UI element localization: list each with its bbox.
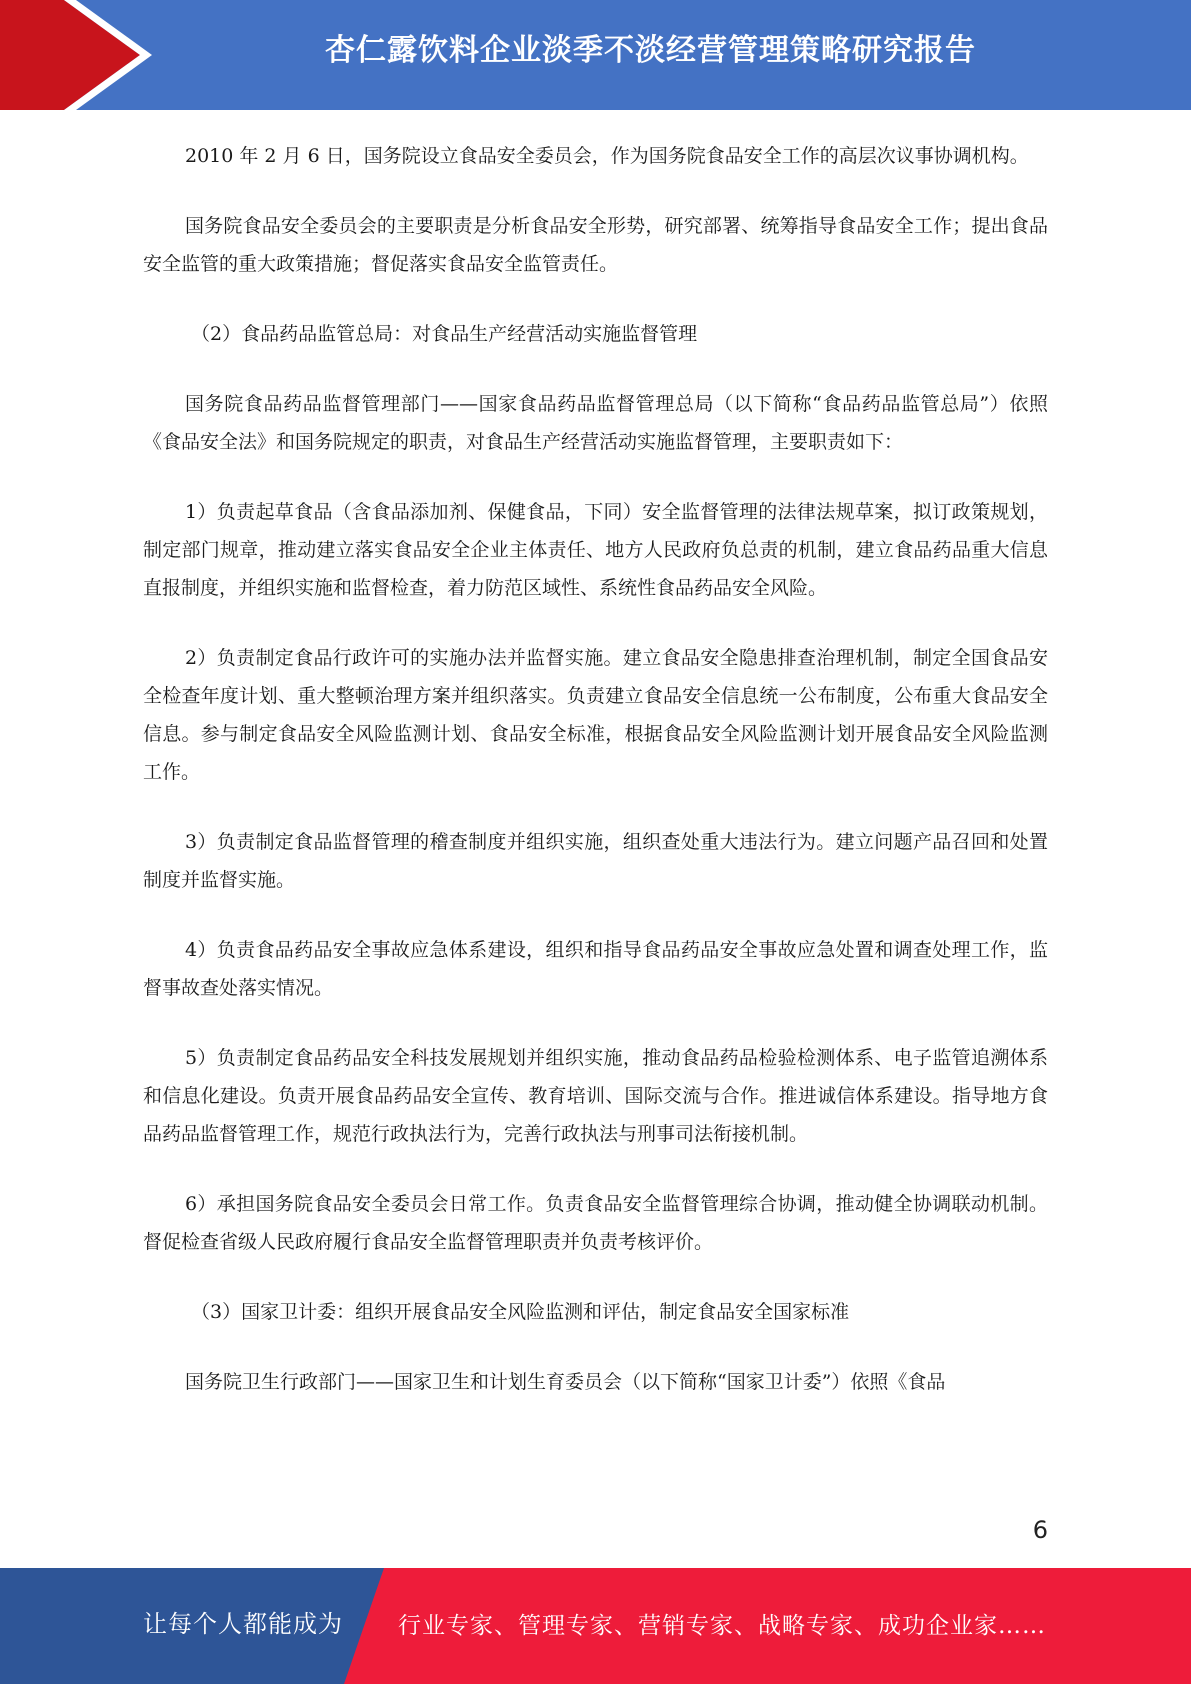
chevron-arrow-icon [0,0,160,110]
page-header [0,0,1191,110]
paragraph: 2010 年 2 月 6 日，国务院设立食品安全委员会，作为国务院食品安全工作的高层次议事协调机构。 [185,145,1029,167]
list-item: 1）负责起草食品（含食品添加剂、保健食品，下同）安全监督管理的法律法规草案，拟订政策规划，制定部门规章，推动建立落实食品安全企业主体责任、地方人民政府负总责的机制，建立食品药品重大信息直报制度，并组织实施和监督检查，着力防范区域性、系统性食品药品安全风险。 [143,501,1048,599]
footer-slogan-right: 行业专家、管理专家、营销专家、战略专家、成功企业家…… [398,1613,1046,1639]
list-item: 6）承担国务院食品安全委员会日常工作。负责食品安全监督管理综合协调，推动健全协调联动机制。督促检查省级人民政府履行食品安全监督管理职责并负责考核评价。 [143,1193,1048,1253]
section-heading: （2）食品药品监管总局：对食品生产经营活动实施监督管理 [191,323,698,345]
list-item: 2）负责制定食品行政许可的实施办法并监督实施。建立食品安全隐患排查治理机制，制定全国食品安全检查年度计划、重大整顿治理方案并组织落实。负责建立食品安全信息统一公布制度，公布重大食品安全信息。参与制定食品安全风险监测计划、食品安全标准，根据食品安全风险监测计划开展食品安全风险监测工作。 [143,647,1048,783]
paragraph: 国务院食品药品监督管理部门——国家食品药品监督管理总局（以下简称“食品药品监管总局”）依照《食品安全法》和国务院规定的职责，对食品生产经营活动实施监督管理，主要职责如下： [143,393,1048,453]
document-body [143,137,1048,1433]
paragraph: 国务院卫生行政部门——国家卫生和计划生育委员会（以下简称“国家卫计委”）依照《食品 [185,1371,946,1393]
list-item: 3）负责制定食品监督管理的稽查制度并组织实施，组织查处重大违法行为。建立问题产品召回和处置制度并监督实施。 [143,831,1048,891]
list-item: 5）负责制定食品药品安全科技发展规划并组织实施，推动食品药品检验检测体系、电子监管追溯体系和信息化建设。负责开展食品药品安全宣传、教育培训、国际交流与合作。推进诚信体系建设。指导地方食品药品监督管理工作，规范行政执法行为，完善行政执法与刑事司法衔接机制。 [143,1047,1048,1145]
report-title: 杏仁露饮料企业淡季不淡经营管理策略研究报告 [325,33,976,68]
list-item: 4）负责食品药品安全事故应急体系建设，组织和指导食品药品安全事故应急处置和调查处理工作，监督事故查处落实情况。 [143,939,1048,999]
page-number: 6 [1032,1516,1048,1544]
section-heading: （3）国家卫计委：组织开展食品安全风险监测和评估，制定食品安全国家标准 [191,1301,850,1323]
page-footer [0,1568,1191,1684]
footer-slogan-left: 让每个人都能成为 [143,1610,343,1638]
paragraph: 国务院食品安全委员会的主要职责是分析食品安全形势，研究部署、统筹指导食品安全工作；提出食品安全监管的重大政策措施；督促落实食品安全监管责任。 [143,215,1048,275]
